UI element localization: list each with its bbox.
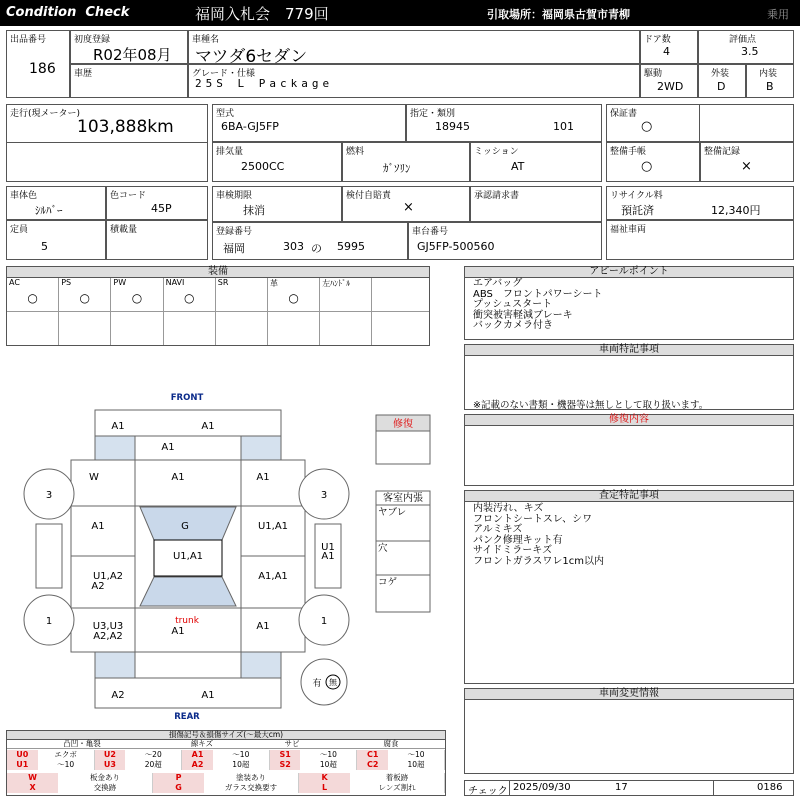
- assess-lines: [465, 502, 793, 569]
- assess-line: サイドミラーキズ: [473, 545, 553, 556]
- chassis-label: 車台番号: [412, 227, 449, 237]
- mark-hood: A1: [171, 472, 185, 483]
- plate-label: 登録番号: [216, 227, 253, 237]
- legend-code: C2: [357, 760, 388, 770]
- front-corner-left: [95, 436, 135, 460]
- equipment-value: ○: [183, 291, 195, 305]
- legend-title: 損傷記号＆損傷サイズ(～最大cm): [7, 731, 445, 740]
- hood: [135, 460, 241, 506]
- legend-code: P: [153, 773, 204, 783]
- legend-code: U3: [95, 760, 126, 770]
- ext-box: [698, 64, 746, 98]
- cabin-lining-title: 客室内張: [383, 493, 423, 504]
- mark-rear-right: A1: [201, 690, 215, 701]
- doors-label: ドア数: [644, 35, 671, 45]
- grade-value: 25S L Package: [195, 77, 334, 90]
- header-pickup: 引取場所：福岡県古賀市青柳: [487, 8, 630, 21]
- assess-box: [464, 490, 794, 684]
- equipment-cell: [268, 278, 320, 312]
- recycle-box: [606, 186, 794, 220]
- mark-roof: U1,A1: [172, 551, 204, 562]
- score-label: 評価点: [729, 35, 757, 45]
- rear-corner-left: [95, 652, 135, 678]
- color-code-label: 色コード: [110, 191, 147, 201]
- equipment-value: ○: [131, 291, 143, 305]
- spare-value-a: 有: [312, 679, 322, 689]
- equipment-label: PW: [113, 278, 127, 287]
- check-date: 2025/09/30: [513, 782, 571, 793]
- legend-desc: ～10: [213, 750, 270, 760]
- cert-value-1: 18945: [435, 120, 470, 133]
- spare-value-b: 無: [329, 678, 337, 687]
- equipment-cell: [111, 278, 163, 312]
- model-label: 車種名: [192, 35, 220, 45]
- legend-desc: ガラス交換要す: [204, 783, 299, 793]
- legend-code: W: [7, 773, 58, 783]
- welfare-box: [606, 220, 794, 260]
- equipment-label: 革: [270, 279, 278, 288]
- legend-code: X: [7, 783, 58, 793]
- repair-content-box: [464, 414, 794, 486]
- special-title: 車両特記事項: [465, 345, 793, 356]
- type-value: 6BA-GJ5FP: [221, 120, 279, 133]
- equipment-blank-cell: [216, 312, 268, 345]
- legend-desc: 板金あり: [58, 773, 153, 783]
- rear-window-shape: [140, 577, 236, 606]
- equipment-blank-cell: [111, 312, 163, 345]
- approval-label: 承認請求書: [474, 191, 520, 201]
- legend-code: S2: [270, 760, 301, 770]
- mark-front-right: A1: [201, 421, 215, 432]
- front-fender-right: [241, 460, 305, 506]
- disp-label: 排気量: [216, 147, 244, 157]
- mark-fl-fender: W: [89, 472, 99, 483]
- front-label: FRONT: [170, 393, 204, 403]
- first-reg-label: 初度登録: [74, 35, 111, 45]
- history-box: [70, 64, 188, 98]
- record-label: 整備記録: [704, 147, 741, 157]
- recycle-label: リサイクル料: [610, 191, 663, 201]
- mark-rr-side-1: U1: [321, 542, 335, 553]
- legend-desc: 10超: [213, 760, 270, 770]
- mileage-label: 走行(現メーター): [10, 109, 81, 119]
- plate-class: 303: [283, 240, 304, 253]
- selfcheck-value: ×: [403, 200, 414, 215]
- special-box: [464, 344, 794, 410]
- equipment-blank-cell: [7, 312, 59, 345]
- fuel-value: ｶﾞｿﾘﾝ: [383, 162, 411, 175]
- rear-corner-right: [241, 652, 281, 678]
- equipment-cell: [164, 278, 216, 312]
- lot-label: 出品番号: [10, 35, 47, 45]
- legend-group: サビ: [284, 739, 300, 748]
- service-value: ○: [641, 159, 653, 174]
- drive-label: 駆動: [644, 69, 663, 79]
- recycle-amount: 12,340円: [711, 204, 761, 217]
- score-box: [698, 30, 794, 64]
- legend-code: K: [299, 773, 350, 783]
- header-left-title: Condition Check: [6, 5, 130, 20]
- legend-desc: 20超: [125, 760, 182, 770]
- equipment-label: NAVI: [165, 278, 185, 287]
- type-box: [212, 104, 406, 142]
- mark-rr-side-2: A1: [321, 551, 335, 562]
- assess-line: アルミキズ: [473, 524, 523, 535]
- history-label: 車歴: [74, 69, 93, 79]
- equipment-value: ○: [288, 291, 299, 305]
- repair-content-title: 修復内容: [465, 415, 793, 426]
- legend-code: L: [299, 783, 350, 793]
- ext-value: D: [717, 80, 726, 93]
- fuel-label: 燃料: [346, 147, 365, 157]
- drive-box: [640, 64, 698, 98]
- equipment-blank-cell: [59, 312, 111, 345]
- tire-fl-value: 3: [45, 490, 53, 501]
- recycle-status: 預託済: [621, 204, 654, 217]
- check-num-1: 17: [615, 782, 628, 793]
- tire-rr-value: 1: [320, 616, 328, 627]
- mark-rear-left: A2: [111, 690, 125, 701]
- appeal-box: [464, 266, 794, 340]
- legend-desc: エクボ: [38, 750, 95, 760]
- cabin-row-2: 穴: [378, 543, 388, 554]
- selfcheck-label: 検付自賠責: [346, 191, 392, 201]
- mark-rr-quarter: A1: [256, 621, 270, 632]
- cert-label: 指定・類別: [410, 109, 456, 119]
- mark-windshield: G: [181, 521, 189, 532]
- front-fender-left: [71, 460, 135, 506]
- mark-rl-door-2: A2: [91, 581, 105, 592]
- selfcheck-box: [342, 186, 470, 222]
- equipment-value: ○: [27, 291, 38, 305]
- mission-label: ミッション: [474, 147, 519, 157]
- equipment-table: [6, 266, 430, 346]
- warranty-label: 保証書: [610, 109, 638, 119]
- capacity-box: [6, 220, 106, 260]
- equipment-title: 装備: [7, 267, 429, 278]
- disp-box: [212, 142, 342, 182]
- legend-desc: 10超: [300, 760, 357, 770]
- type-label: 型式: [216, 109, 235, 119]
- equipment-cell: [216, 278, 268, 312]
- mark-rl-quarter-1: U3,U3: [92, 621, 124, 632]
- load-label: 積載量: [110, 225, 138, 235]
- rear-label: REAR: [174, 712, 200, 720]
- plate-kana: の: [311, 242, 322, 255]
- legend-code: G: [153, 783, 204, 793]
- color-code-value: 45P: [151, 202, 172, 215]
- rear-door-right: [241, 556, 305, 608]
- legend-code: C1: [357, 750, 388, 760]
- legend-desc: 10超: [388, 760, 445, 770]
- grade-box: [188, 64, 640, 98]
- trunk-label: trunk: [175, 616, 199, 626]
- footer-bar: [464, 780, 794, 796]
- change-title: 車両変更情報: [465, 689, 793, 700]
- int-box: [746, 64, 794, 98]
- front-corner-right: [241, 436, 281, 460]
- legend-desc: ～10: [300, 750, 357, 760]
- equipment-blank-cell: [372, 312, 429, 345]
- legend-desc: ～20: [125, 750, 182, 760]
- cert-value-2: 101: [553, 120, 574, 133]
- warranty-value: ○: [641, 119, 653, 134]
- assess-line: フロントシートスレ、シワ: [473, 513, 593, 525]
- chassis-box: [408, 222, 602, 260]
- appeal-line: 衝突被害軽減ブレーキ: [473, 309, 573, 321]
- equipment-cell-empty: [372, 278, 429, 312]
- int-label: 内装: [759, 69, 778, 79]
- color-box: [6, 186, 106, 220]
- check-num-2: 0186: [757, 782, 783, 793]
- doors-value: 4: [663, 45, 670, 58]
- warranty-box: [606, 104, 794, 142]
- equipment-value: ○: [79, 291, 91, 305]
- lot-box: [6, 30, 70, 98]
- mark-fr-door: U1,A1: [257, 521, 289, 532]
- legend-code: U0: [7, 750, 38, 760]
- inspect-value: 抹消: [243, 204, 265, 217]
- legend-desc: レンズ割れ: [350, 783, 445, 793]
- header-category: 乗用: [767, 8, 789, 21]
- tire-rl-value: 1: [45, 616, 53, 627]
- capacity-value: 5: [41, 240, 48, 253]
- equipment-cell: [320, 278, 372, 312]
- cert-box: [406, 104, 602, 142]
- cabin-row-3: コゲ: [378, 577, 398, 588]
- mark-rl-quarter-2: A2,A2: [93, 631, 123, 642]
- legend-code: U1: [7, 760, 38, 770]
- equipment-blank-cell: [268, 312, 320, 345]
- welfare-label: 福祉車両: [610, 225, 647, 235]
- inspect-box: [212, 186, 342, 222]
- legend-group: 凸凹・亀裂: [63, 739, 101, 748]
- header-auction: 福岡入札会 779回: [195, 5, 329, 23]
- mark-trunk: A1: [171, 626, 185, 637]
- appeal-title: アピールポイント: [465, 267, 793, 278]
- first-reg-box: [70, 30, 188, 64]
- fuel-box: [342, 142, 470, 182]
- equipment-label: AC: [9, 278, 20, 287]
- equipment-label: 左ﾊﾝﾄﾞﾙ: [322, 279, 351, 288]
- record-value: ×: [741, 159, 752, 174]
- equipment-label: PS: [61, 278, 72, 287]
- mark-fr-fender: A1: [256, 472, 270, 483]
- mileage-value: 103,888km: [77, 117, 174, 137]
- repair-box-label: 修復: [393, 419, 413, 430]
- equipment-label: SR: [217, 278, 229, 287]
- ext-label: 外装: [711, 69, 730, 79]
- plate-box: [212, 222, 408, 260]
- mark-front-left: A1: [111, 421, 125, 432]
- inspect-label: 車検期限: [216, 191, 253, 201]
- special-note: ※記載のない書類・機器等は無しとして取り扱います。: [473, 400, 709, 411]
- equipment-cell: [59, 278, 111, 312]
- plate-number: 5995: [337, 240, 365, 253]
- mileage-box: [6, 104, 208, 182]
- appeal-lines: [465, 278, 793, 333]
- color-label: 車体色: [10, 191, 38, 201]
- service-label: 整備手帳: [610, 147, 647, 157]
- mark-fl-door: A1: [91, 521, 105, 532]
- equipment-blank-cell: [320, 312, 372, 345]
- change-box: [464, 688, 794, 774]
- mark-front-center: A1: [161, 442, 175, 453]
- load-box: [106, 220, 208, 260]
- cabin-row-1: ヤブレ: [378, 507, 407, 518]
- assess-line: 内装汚れ、キズ: [473, 503, 544, 514]
- lot-value: 186: [29, 61, 56, 77]
- color-value: ｼﾙﾊﾞｰ: [35, 204, 63, 217]
- service-box: [606, 142, 700, 182]
- drive-value: 2WD: [657, 80, 684, 93]
- assess-title: 査定特記事項: [465, 491, 793, 502]
- legend-desc: 交換跡: [58, 783, 153, 793]
- equipment-cell: [7, 278, 59, 312]
- mark-rl-door-1: U1,A2: [92, 571, 124, 582]
- disp-value: 2500CC: [241, 160, 285, 173]
- mark-rr-door: A1,A1: [258, 571, 288, 582]
- mission-box: [470, 142, 602, 182]
- equipment-blank-cell: [164, 312, 216, 345]
- grade-label: グレード・仕様: [192, 69, 256, 79]
- legend-box: [6, 730, 446, 796]
- appeal-line: バックカメラ付き: [473, 320, 553, 331]
- legend-group: 腐食: [383, 739, 399, 748]
- mission-value: AT: [511, 160, 525, 173]
- capacity-label: 定員: [10, 225, 29, 235]
- int-value: B: [766, 80, 774, 93]
- appeal-line: ABS フロントパワーシート: [473, 288, 603, 300]
- chassis-value: GJ5FP-500560: [417, 240, 495, 253]
- legend-desc: 着板跡: [350, 773, 445, 783]
- model-value: マツダ6セダン: [195, 47, 308, 67]
- appeal-line: エアバッグ: [473, 278, 523, 289]
- quarter-right: [241, 608, 305, 652]
- legend-group: 線キズ: [190, 739, 214, 748]
- first-reg-value: R02年08月: [93, 46, 172, 64]
- legend-code: A2: [182, 760, 213, 770]
- side-step-left: [36, 524, 62, 588]
- approval-box: [470, 186, 602, 222]
- check-label: チェック: [468, 786, 508, 797]
- plate-area: 福岡: [223, 242, 245, 255]
- legend-code: S1: [270, 750, 301, 760]
- appeal-line: プッシュスタート: [473, 299, 553, 310]
- legend-desc: ～10: [38, 760, 95, 770]
- doors-box: [640, 30, 698, 64]
- model-box: [188, 30, 640, 67]
- legend-desc: ～10: [388, 750, 445, 760]
- color-code-box: [106, 186, 208, 220]
- tire-fr-value: 3: [320, 490, 328, 501]
- score-value: 3.5: [741, 45, 759, 58]
- assess-line: フロントガラスワレ1cm以内: [473, 555, 605, 567]
- legend-code: U2: [95, 750, 126, 760]
- record-box: [700, 142, 794, 182]
- legend-code: A1: [182, 750, 213, 760]
- car-diagram: [0, 390, 440, 720]
- legend-desc: 塗装あり: [204, 773, 299, 783]
- assess-line: パンク修理キット有: [473, 534, 563, 546]
- legend-groups: [7, 740, 445, 749]
